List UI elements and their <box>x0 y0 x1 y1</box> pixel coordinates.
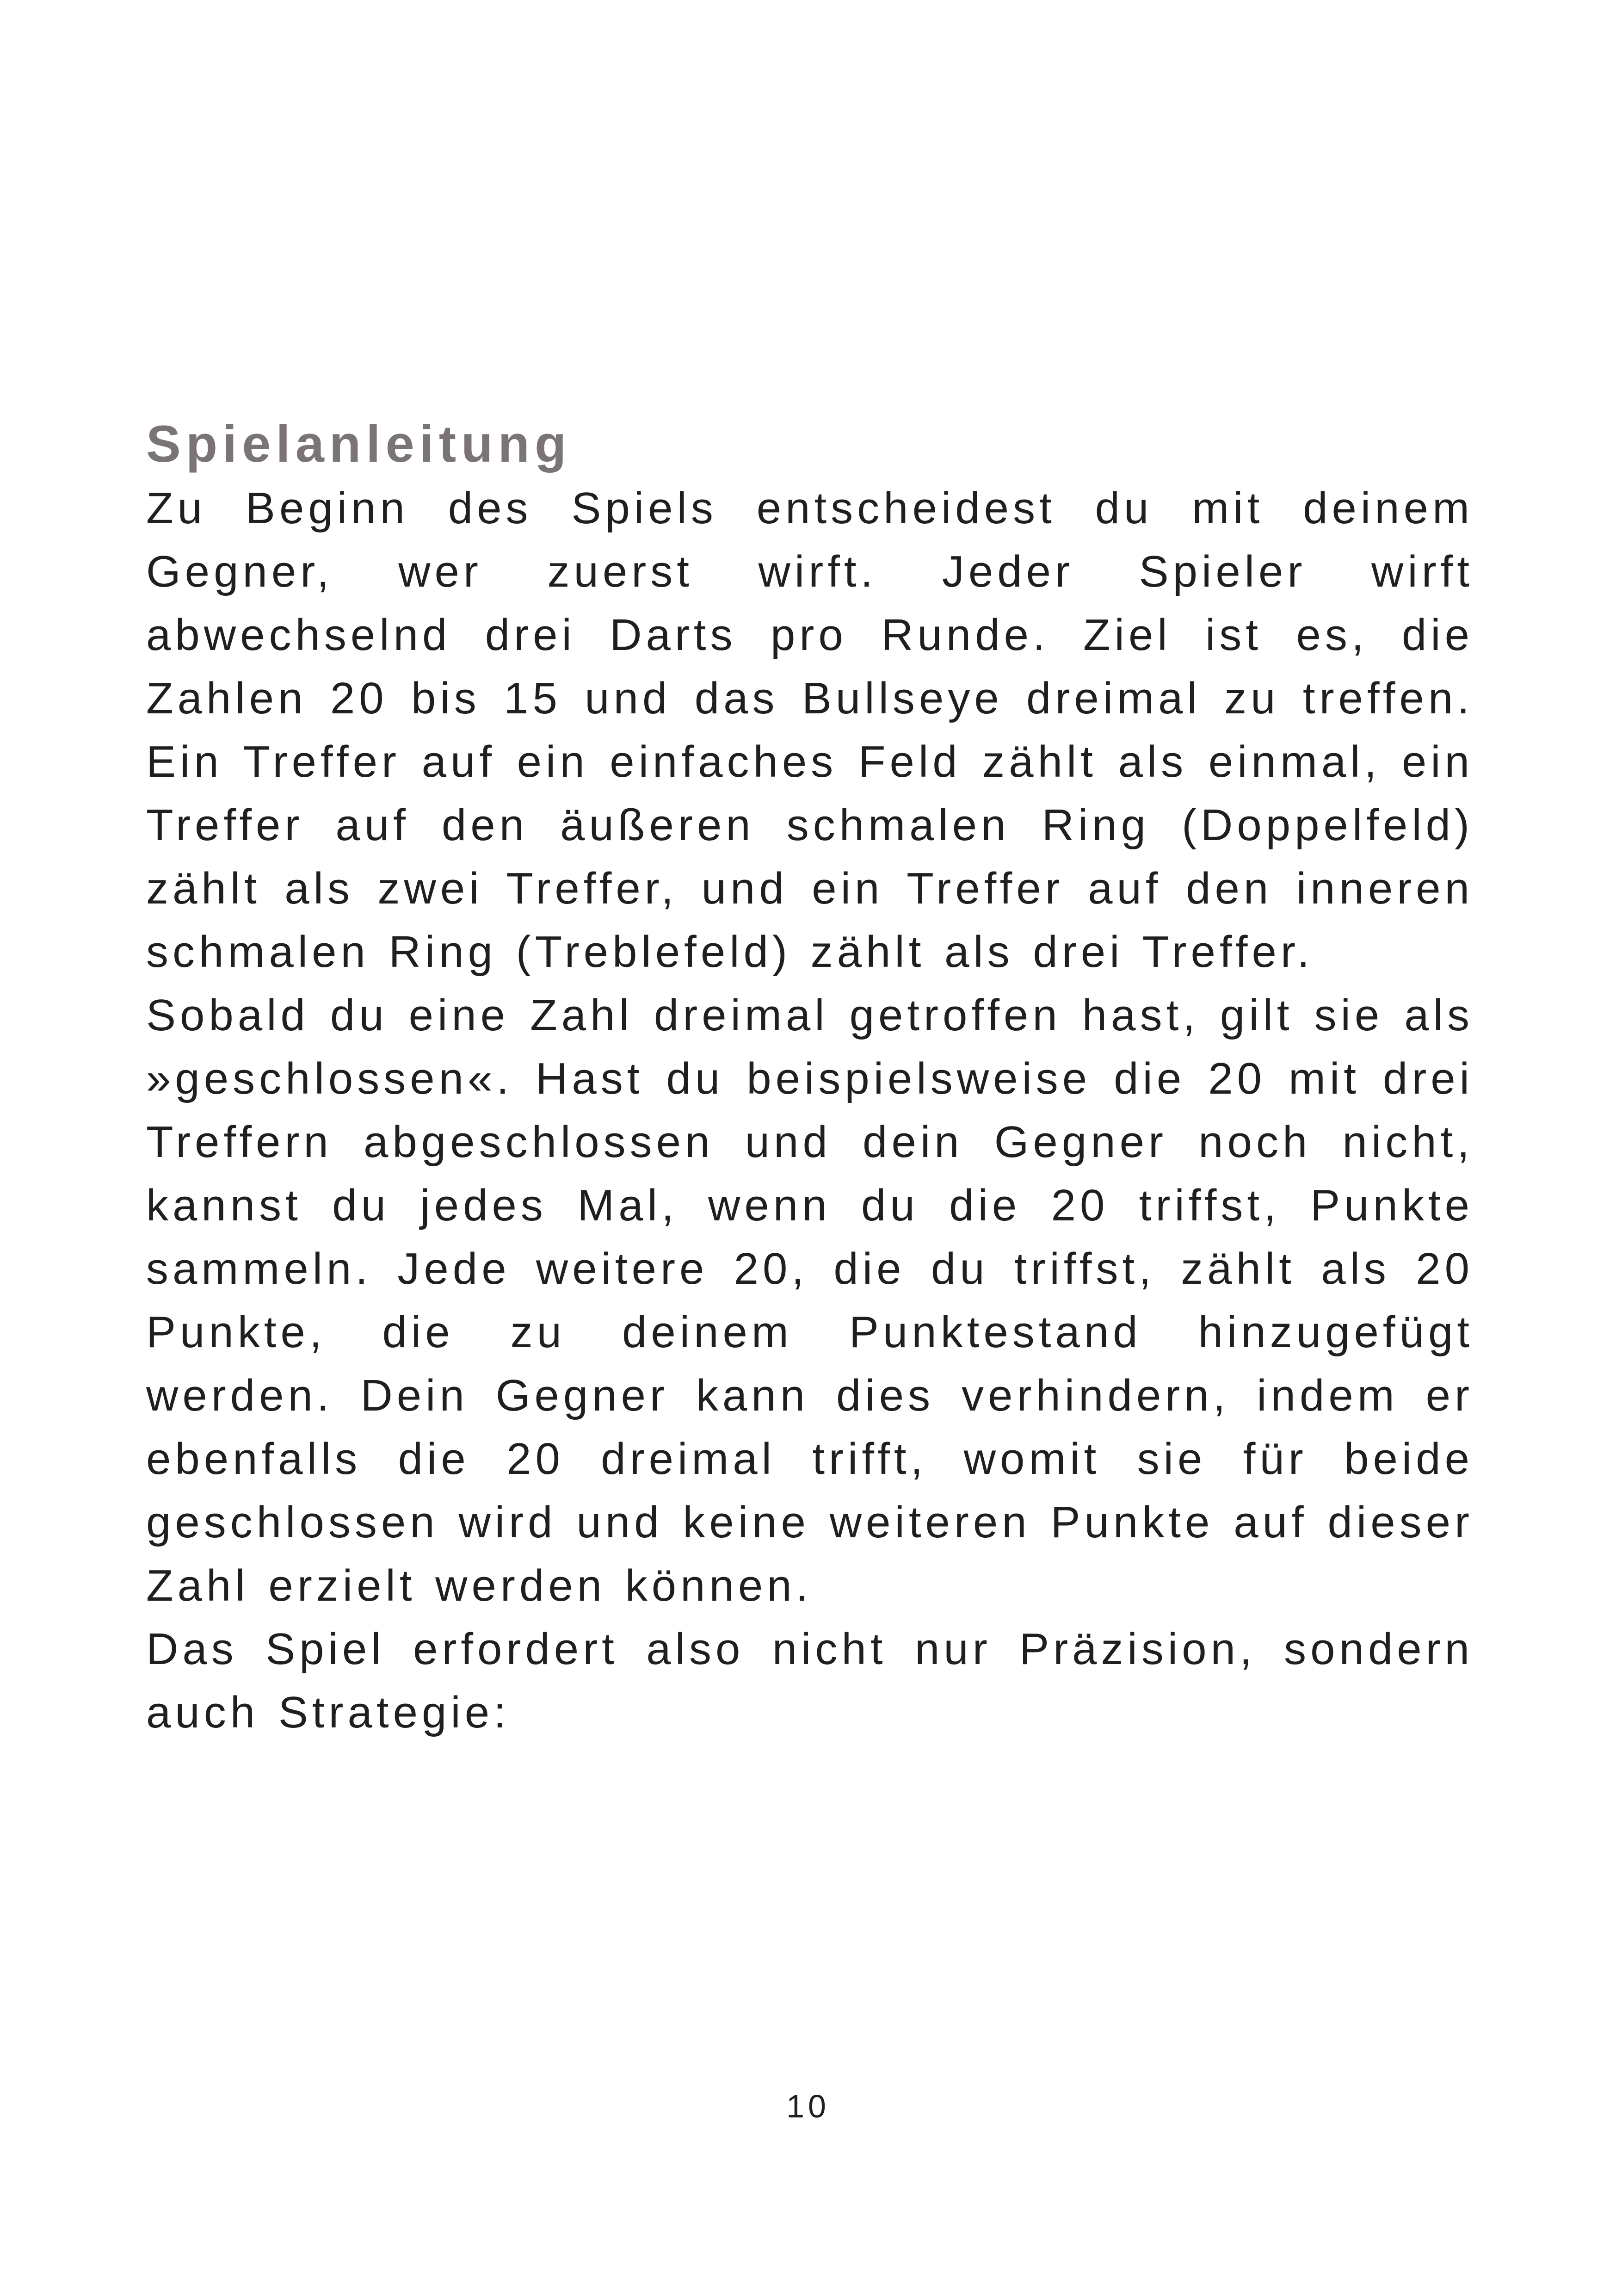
paragraph-closing-numbers: Sobald du eine Zahl dreimal getroffen hast, gilt sie als »geschlossen«. Hast du beispielsweise die 20 mit drei Treffern abgeschlossen und dein Gegner noch nicht, kannst du jedes Mal, wenn du die 20 triffst, Punkte sammeln. Jede weitere 20, die du triffst, zählt als 20 Punkte, die zu deinem Punktestand hinzugefügt werden. Dein Gegner kann dies verhindern, indem er ebenfalls die 20 dreimal trifft, womit sie für beide geschlossen wird und keine weiteren Punkte auf dieser Zahl erzielt werden können. <box>146 990 1474 1610</box>
page-number: 10 <box>786 2088 830 2124</box>
paragraph-rules-intro: Zu Beginn des Spiels entscheidest du mit deinem Gegner, wer zuerst wirft. Jeder Spieler wirft abwechselnd drei Darts pro Runde. Ziel ist es, die Zahlen 20 bis 15 und das Bullseye dreimal zu treffen. Ein Treffer auf ein einfaches Feld zählt als einmal, ein Treffer auf den äußeren schmalen Ring (Doppelfeld) zählt als zwei Treffer, und ein Treffer auf den inneren schmalen Ring (Treblefeld) zählt als drei Treffer. <box>146 483 1474 977</box>
paragraph-strategy: Das Spiel erfordert also nicht nur Präzision, sondern auch Strategie: <box>146 1624 1474 1737</box>
section-heading: Spielanleitung <box>146 415 572 473</box>
page-content <box>146 412 1474 1744</box>
